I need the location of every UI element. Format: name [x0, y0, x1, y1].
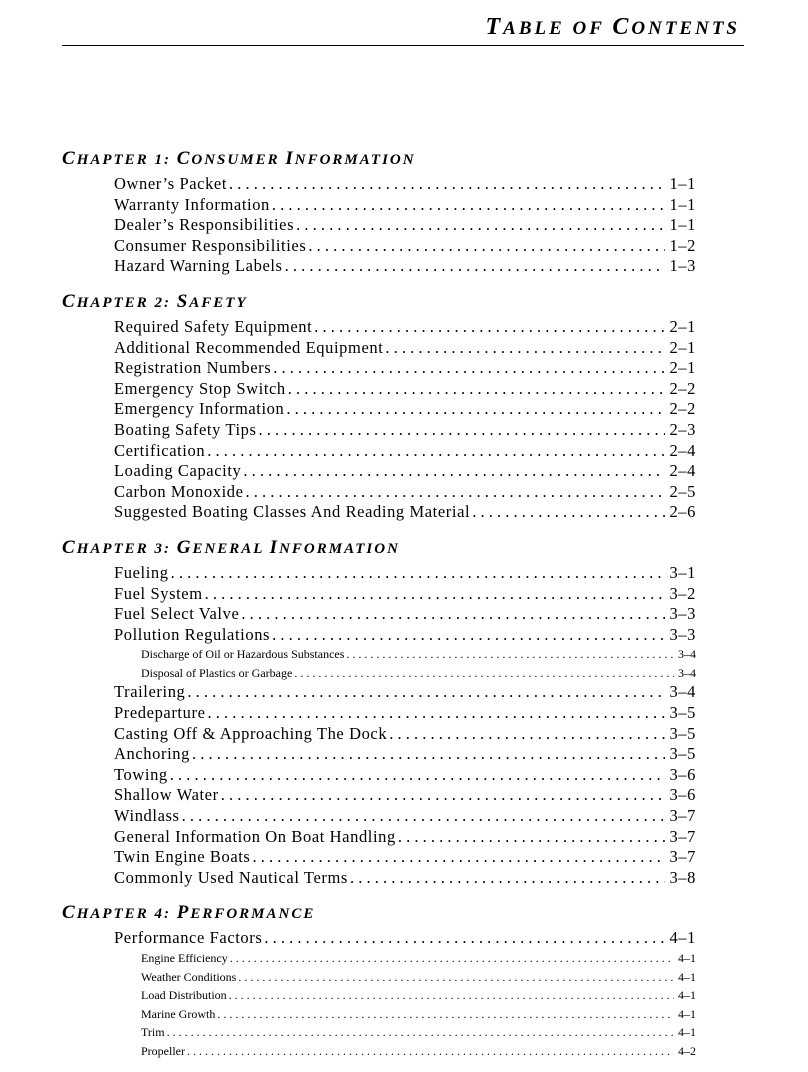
entry-title: Warranty Information: [114, 194, 270, 214]
entry-title: Owner’s Packet: [114, 174, 228, 193]
toc-entry[interactable]: [114, 441, 696, 462]
toc-entry[interactable]: [114, 847, 696, 868]
toc-entry[interactable]: [114, 703, 696, 724]
dot-leader: [171, 563, 666, 584]
dot-leader: [472, 502, 665, 523]
entry-page-number: 1–1: [669, 215, 696, 235]
chapter-3: [62, 533, 696, 889]
entry-title: Marine Growth: [141, 1006, 216, 1021]
chapter-heading: CHAPTER 1: CONSUMER INFORMATION: [62, 148, 416, 169]
dot-leader: [272, 195, 666, 216]
dot-leader: [350, 868, 666, 889]
entry-title: Trim: [141, 1025, 165, 1040]
entry-page-number: 4–1: [678, 988, 696, 1003]
entry-title: Anchoring: [114, 744, 190, 764]
dot-leader: [217, 1005, 674, 1024]
entry-title: Shallow Water: [114, 785, 219, 805]
entry-title: Carbon Monoxide: [114, 481, 244, 501]
entry-title: Twin Engine Boats: [114, 847, 251, 867]
entry-page-number: 3–3: [669, 624, 696, 644]
chapter-heading: CHAPTER 2: SAFETY: [62, 290, 248, 312]
entry-page-number: 4–1: [678, 1025, 696, 1040]
toc-entry[interactable]: [114, 502, 696, 523]
toc-entry[interactable]: [114, 682, 696, 703]
entry-title: Hazard Warning Labels: [114, 256, 283, 276]
entry-list: [62, 317, 696, 523]
toc-entry[interactable]: [114, 806, 696, 827]
toc-entry[interactable]: [114, 174, 696, 195]
toc-entry[interactable]: [114, 215, 696, 236]
toc-subentry[interactable]: [141, 1005, 696, 1024]
entry-page-number: 2–3: [669, 419, 696, 439]
entry-title: Load Distribution: [141, 988, 227, 1003]
dot-leader: [246, 482, 666, 503]
entry-title: Dealer’s Responsibilities: [114, 215, 295, 235]
entry-page-number: 3–7: [669, 847, 696, 867]
dot-leader: [398, 827, 666, 848]
entry-page-number: 2–1: [669, 316, 696, 336]
entry-page-number: 1–1: [669, 174, 696, 193]
entry-page-number: 3–6: [669, 764, 696, 784]
dot-leader: [182, 806, 666, 827]
toc-entry[interactable]: [114, 563, 696, 584]
entry-title: Suggested Boating Classes And Reading Material: [114, 502, 471, 522]
entry-title: Windlass: [114, 806, 180, 826]
toc-entry[interactable]: [114, 482, 696, 503]
entry-title: Predeparture: [114, 703, 206, 723]
entry-page-number: 3–7: [669, 806, 696, 826]
dot-leader: [230, 949, 674, 968]
dot-leader: [286, 399, 665, 420]
entry-page-number: 3–5: [669, 744, 696, 764]
entry-title: Propeller: [141, 1043, 185, 1058]
dot-leader: [167, 1023, 674, 1042]
entry-page-number: 2–2: [669, 399, 696, 419]
dot-leader: [229, 174, 665, 195]
entry-page-number: 2–2: [669, 378, 696, 398]
dot-leader: [272, 625, 665, 646]
toc-entry[interactable]: [114, 625, 696, 646]
dot-leader: [385, 338, 665, 359]
toc-entry[interactable]: [114, 744, 696, 765]
toc-entry[interactable]: [114, 827, 696, 848]
entry-page-number: 1–3: [669, 256, 696, 276]
dot-leader: [294, 664, 674, 683]
entry-page-number: 1–2: [669, 235, 696, 255]
entry-page-number: 3–6: [669, 785, 696, 805]
entry-title: Casting Off & Approaching The Dock: [114, 723, 388, 743]
entry-title: Required Safety Equipment: [114, 316, 313, 336]
dot-leader: [205, 584, 666, 605]
toc-subentry[interactable]: [141, 1023, 696, 1042]
entry-page-number: 3–2: [669, 583, 696, 603]
entry-page-number: 4–1: [678, 969, 696, 984]
dot-leader: [241, 604, 665, 625]
toc-subentry[interactable]: [141, 949, 696, 968]
entry-page-number: 4–1: [669, 928, 696, 948]
entry-title: Performance Factors: [114, 928, 263, 948]
toc-entry[interactable]: [114, 461, 696, 482]
dot-leader: [264, 928, 665, 949]
toc-entry[interactable]: [114, 317, 696, 338]
entry-page-number: 4–1: [678, 1006, 696, 1021]
entry-list: [62, 563, 696, 889]
dot-leader: [243, 461, 665, 482]
dot-leader: [296, 215, 665, 236]
toc-entry[interactable]: [114, 338, 696, 359]
entry-page-number: 2–1: [669, 358, 696, 378]
entry-title: Trailering: [114, 682, 186, 702]
entry-title: Emergency Information: [114, 399, 285, 419]
dot-leader: [346, 645, 674, 664]
dot-leader: [389, 724, 665, 745]
chapter-1: [62, 144, 696, 277]
entry-page-number: 3–4: [678, 647, 696, 662]
chapter-4: [62, 898, 696, 1060]
dot-leader: [192, 744, 665, 765]
toc-entry[interactable]: [114, 928, 696, 949]
entry-title: Discharge of Oil or Hazardous Substances: [141, 647, 345, 662]
toc-entry[interactable]: [114, 765, 696, 786]
dot-leader: [288, 379, 666, 400]
entry-page-number: 3–5: [669, 703, 696, 723]
dot-leader: [259, 420, 666, 441]
toc-entry[interactable]: [114, 724, 696, 745]
table-of-contents: [62, 144, 696, 1071]
entry-page-number: 2–5: [669, 481, 696, 501]
entry-title: General Information On Boat Handling: [114, 826, 396, 846]
dot-leader: [273, 358, 665, 379]
dot-leader: [285, 256, 666, 277]
dot-leader: [229, 986, 674, 1005]
entry-page-number: 3–4: [669, 682, 696, 702]
toc-entry[interactable]: [114, 379, 696, 400]
dot-leader: [252, 847, 665, 868]
dot-leader: [221, 785, 666, 806]
entry-page-number: 2–6: [669, 502, 696, 522]
toc-subentry[interactable]: [141, 1042, 696, 1061]
dot-leader: [187, 682, 665, 703]
toc-entry[interactable]: [114, 256, 696, 277]
entry-title: Fuel Select Valve: [114, 604, 240, 624]
toc-entry[interactable]: [114, 195, 696, 216]
entry-title: Consumer Responsibilities: [114, 235, 307, 255]
entry-page-number: 2–1: [669, 337, 696, 357]
toc-subentry[interactable]: [141, 968, 696, 987]
toc-subentry[interactable]: [141, 664, 696, 683]
entry-page-number: 4–2: [678, 1043, 696, 1058]
page-title: TABLE OF CONTENTS: [485, 14, 740, 40]
dot-leader: [170, 765, 666, 786]
entry-page-number: 3–1: [669, 562, 696, 582]
entry-page-number: 1–1: [669, 194, 696, 214]
toc-entry[interactable]: [114, 399, 696, 420]
entry-title: Engine Efficiency: [141, 951, 228, 965]
toc-entry[interactable]: [114, 236, 696, 257]
entry-page-number: 3–7: [669, 826, 696, 846]
toc-subentry[interactable]: [141, 986, 696, 1005]
entry-title: Pollution Regulations: [114, 624, 271, 644]
entry-title: Emergency Stop Switch: [114, 378, 286, 398]
entry-list: [62, 928, 696, 1060]
entry-title: Additional Recommended Equipment: [114, 337, 384, 357]
entry-title: Commonly Used Nautical Terms: [114, 867, 348, 887]
entry-title: Fueling: [114, 562, 169, 582]
entry-title: Fuel System: [114, 583, 203, 603]
toc-entry[interactable]: [114, 420, 696, 441]
toc-subentry[interactable]: [141, 645, 696, 664]
entry-title: Weather Conditions: [141, 969, 237, 984]
entry-title: Boating Safety Tips: [114, 419, 257, 439]
dot-leader: [314, 317, 665, 338]
chapter-heading: CHAPTER 4: PERFORMANCE: [62, 902, 316, 924]
entry-list: [62, 174, 696, 277]
entry-title: Towing: [114, 764, 168, 784]
dot-leader: [308, 236, 665, 257]
entry-title: Certification: [114, 440, 206, 460]
entry-page-number: 4–1: [678, 951, 696, 965]
toc-entry[interactable]: [114, 604, 696, 625]
entry-page-number: 3–5: [669, 723, 696, 743]
title-rule: [62, 45, 744, 46]
entry-page-number: 2–4: [669, 440, 696, 460]
entry-page-number: 3–3: [669, 604, 696, 624]
dot-leader: [208, 703, 666, 724]
dot-leader: [187, 1042, 674, 1061]
toc-entry[interactable]: [114, 785, 696, 806]
entry-title: Loading Capacity: [114, 461, 242, 481]
dot-leader: [238, 968, 674, 987]
entry-page-number: 2–4: [669, 461, 696, 481]
entry-page-number: 3–4: [678, 665, 696, 680]
entry-page-number: 3–8: [669, 867, 696, 887]
dot-leader: [207, 441, 665, 462]
chapter-heading: CHAPTER 3: GENERAL INFORMATION: [62, 536, 400, 558]
toc-entry[interactable]: [114, 584, 696, 605]
toc-entry[interactable]: [114, 868, 696, 889]
chapter-2: [62, 287, 696, 523]
toc-entry[interactable]: [114, 358, 696, 379]
entry-title: Disposal of Plastics or Garbage: [141, 665, 293, 680]
entry-title: Registration Numbers: [114, 358, 272, 378]
